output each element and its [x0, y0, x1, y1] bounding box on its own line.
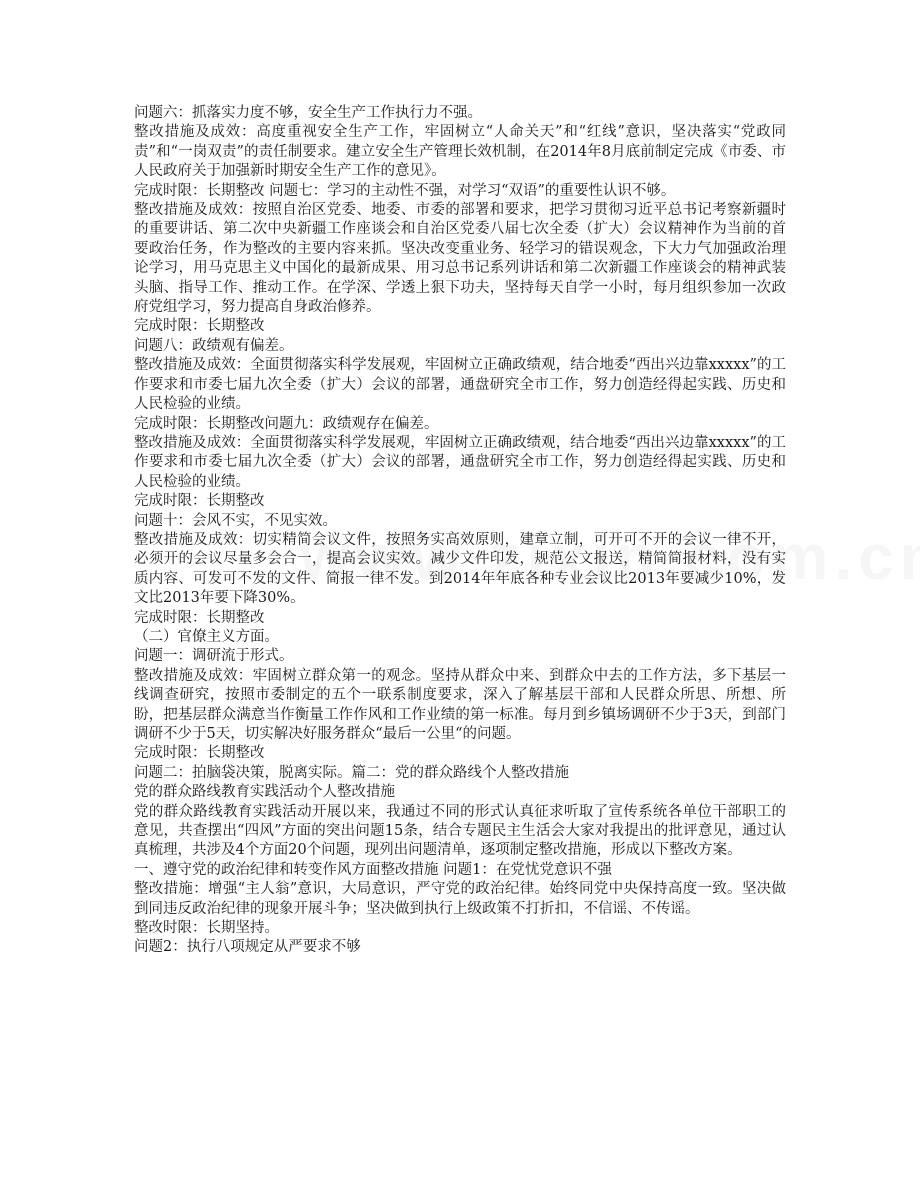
- document-body: [134, 104, 786, 958]
- paragraph: 整改措施及成效：切实精简会议文件，按照务实高效原则，建章立制，可开可不开的会议一律不开，必须开的会议尽量多会合一，提高会议实效。减少文件印发，规范公文报送，精简简报材料，没有实质内容、可发可不发的文件、简报一律不发。到2014年年底各种专业会议比2013年要减少10%，发文比2013年要下降30%。: [134, 531, 786, 607]
- section-heading: （二）官僚主义方面。: [134, 628, 279, 645]
- paragraph: 问题十：会风不实，不见实效。: [134, 512, 337, 529]
- paragraph: 整改措施及成效：全面贯彻落实科学发展观，牢固树立正确政绩观，结合地委“西出兴边靠xxxxx”的工作要求和市委七届九次全委（扩大）会议的部署，通盘研究全市工作，努力创造经得起实践、历史和人民检验的业绩。: [134, 357, 786, 413]
- paragraph: 完成时限：长期整改: [134, 609, 265, 626]
- paragraph: 问题一：调研流于形式。: [134, 648, 294, 665]
- paragraph: 问题六：抓落实力度不够，安全生产工作执行力不强。: [134, 105, 482, 121]
- paragraph: 完成时限：长期整改: [134, 745, 265, 762]
- paragraph: 整改措施及成效：高度重视安全生产工作，牢固树立“人命关天”和“红线”意识，坚决落实“党政同责”和“一岗双责”的责任制要求。建立安全生产管理长效机制，在2014年8月底前制定完成《市委、市人民政府关于加强新时期安全生产工作的意见》。: [134, 124, 786, 180]
- paragraph: 整改措施及成效：牢固树立群众第一的观念。坚持从群众中来、到群众中去的工作方法，多下基层一线调查研究，按照市委制定的五个一联系制度要求，深入了解基层干部和人民群众所思、所想、所盼，把基层群众满意当作衡量工作作风和工作业绩的第一标准。每月到乡镇场调研不少于3天，到部门调研不少于5天，切实解决好服务群众“最后一公里“的问题。: [134, 667, 786, 742]
- section-heading: 一、遵守党的政治纪律和转变作风方面整改措施 问题1：在党忧党意识不强: [134, 861, 612, 878]
- paragraph: 整改措施及成效：全面贯彻落实科学发展观，牢固树立正确政绩观，结合地委“西出兴边靠xxxxx”的工作要求和市委七届九次全委（扩大）会议的部署，通盘研究全市工作，努力创造经得起实践、历史和人民检验的业绩。: [134, 434, 786, 490]
- paragraph: 党的群众路线教育实践活动开展以来，我通过不同的形式认真征求听取了宣传系统各单位干部职工的意见，共查摆出“四风”方面的突出问题15条，结合专题民主生活会大家对我提出的批评意见，通过认真梳理，共涉及4个方面20个问题，现列出问题清单，逐项制定整改措施，形成以下整改方案。: [134, 803, 786, 859]
- paragraph: 问题2：执行八项规定从严要求不够: [134, 939, 361, 956]
- paragraph: 完成时限：长期整改: [134, 318, 265, 335]
- paragraph: 问题二：拍脑袋决策，脱离实际。篇二：党的群众路线个人整改措施: [134, 764, 569, 781]
- paragraph: 完成时限：长期整改: [134, 493, 265, 510]
- paragraph: 整改措施及成效：按照自治区党委、地委、市委的部署和要求，把学习贯彻习近平总书记考察新疆时的重要讲话、第二次中央新疆工作座谈会和自治区党委八届七次全委（扩大）会议精神作为当前的首要政治任务，作为整改的主要内容来抓。坚决改变重业务、轻学习的错误观念，下大力气加强政治理论学习，用马克思主义中国化的最新成果、用习总书记系列讲话和第二次新疆工作座谈会的精神武装头脑、指导工作、推动工作。在学深、学透上狠下功夫，坚持每天自学一小时，每月组织参加一次政府党组学习，努力提高自身政治修养。: [134, 202, 786, 316]
- paragraph: 问题八：政绩观有偏差。: [134, 337, 294, 354]
- paragraph: 整改措施：增强“主人翁”意识，大局意识，严守党的政治纪律。始终同党中央保持高度一致。坚决做到同违反政治纪律的现象开展斗争；坚决做到执行上级政策不打折扣，不信谣、不传谣。: [134, 881, 786, 917]
- paragraph: 整改时限：长期坚持。: [134, 920, 279, 937]
- document-title: 党的群众路线教育实践活动个人整改措施: [134, 784, 395, 801]
- paragraph: 完成时限：长期整改问题九：政绩观存在偏差。: [134, 415, 439, 432]
- paragraph: 完成时限：长期整改 问题七：学习的主动性不强，对学习“双语”的重要性认识不够。: [134, 182, 676, 199]
